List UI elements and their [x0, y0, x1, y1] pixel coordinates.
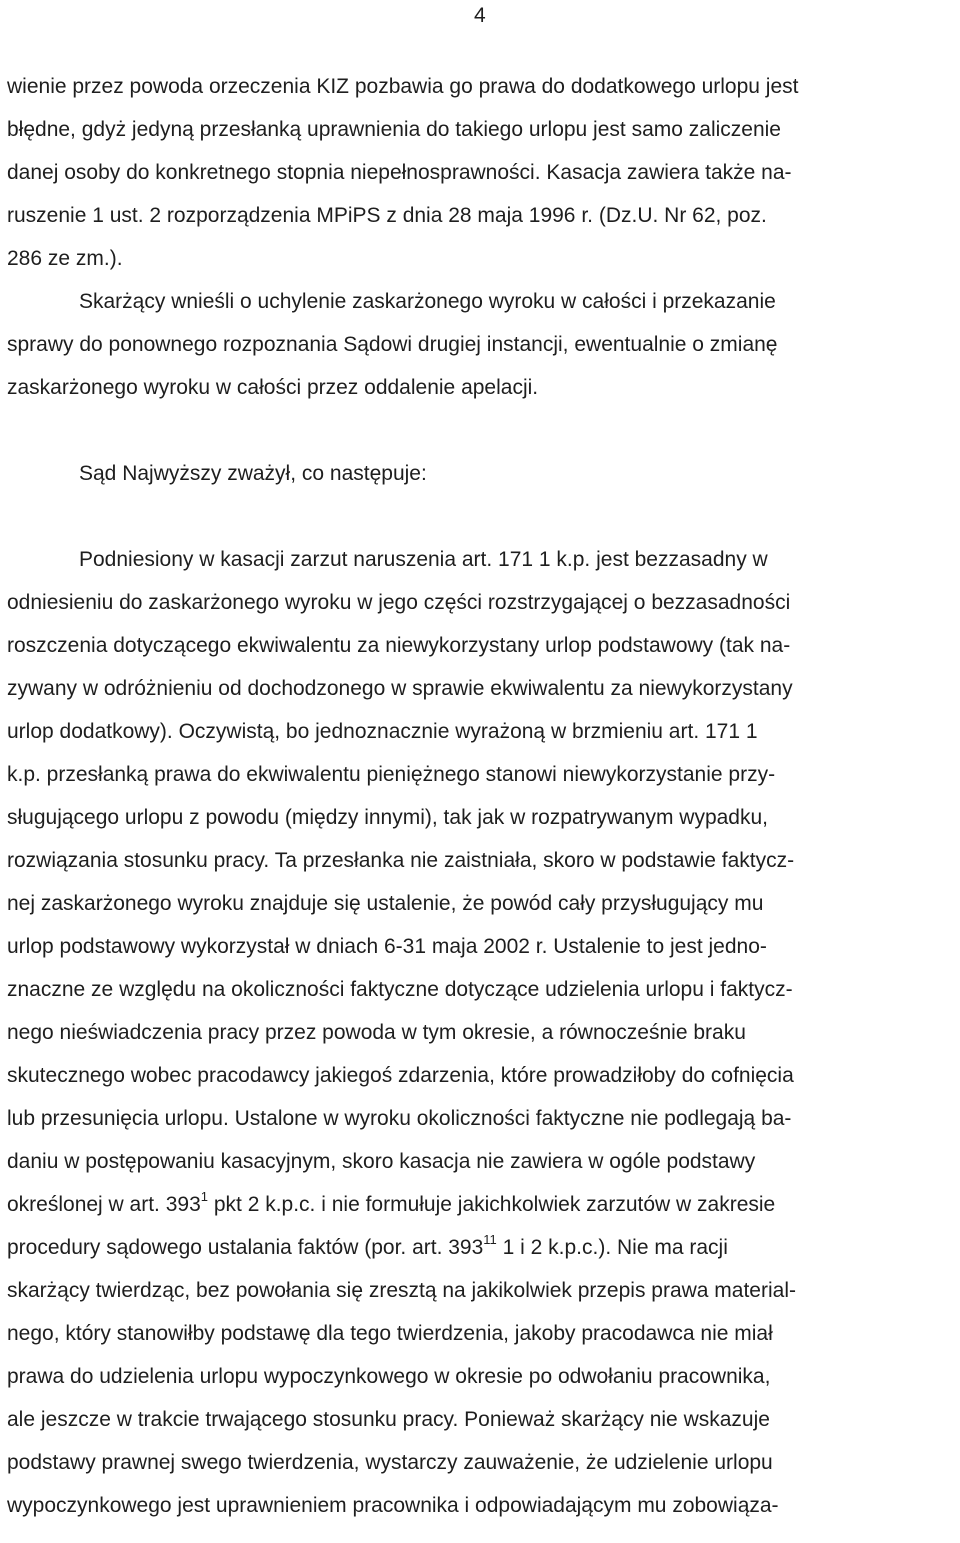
text-line: ale jeszcze w trakcie trwającego stosunku pracy. Ponieważ skarżący nie wskazuje [7, 1408, 770, 1431]
text-line: 286 ze zm.). [7, 247, 123, 270]
text-line: urlop dodatkowy). Oczywistą, bo jednoznacznie wyrażoną w brzmieniu art. 171 1 [7, 720, 758, 743]
text-line: odniesieniu do zaskarżonego wyroku w jego części rozstrzygającej o bezzasadności [7, 591, 791, 614]
text-line: urlop podstawowy wykorzystał w dniach 6-31 maja 2002 r. Ustalenie to jest jedno- [7, 935, 767, 958]
text-line: nego nieświadczenia pracy przez powoda w tym okresie, a równocześnie braku [7, 1021, 746, 1044]
text-line: podstawy prawnej swego twierdzenia, wystarczy zauważenie, że udzielenie urlopu [7, 1451, 773, 1474]
text-line: nego, który stanowiłby podstawę dla tego twierdzenia, jakoby pracodawca nie miał [7, 1322, 773, 1345]
text-line: danej osoby do konkretnego stopnia niepełnosprawności. Kasacja zawiera także na- [7, 161, 792, 184]
text-line: sprawy do ponownego rozpoznania Sądowi drugiej instancji, ewentualnie o zmianę [7, 333, 778, 356]
text-line: skutecznego wobec pracodawcy jakiegoś zdarzenia, które prowadziłoby do cofnięcia [7, 1064, 794, 1087]
text-line: Skarżący wnieśli o uchylenie zaskarżonego wyroku w całości i przekazanie [79, 290, 776, 313]
page-number: 4 [474, 4, 486, 27]
text-line: k.p. przesłanką prawa do ekwiwalentu pieniężnego stanowi niewykorzystanie przy- [7, 763, 776, 786]
text-line [7, 1190, 775, 1220]
text-line: rozwiązania stosunku pracy. Ta przesłanka nie zaistniała, skoro w podstawie faktycz- [7, 849, 795, 872]
text-line: Podniesiony w kasacji zarzut naruszenia art. 171 1 k.p. jest bezzasadny w [79, 548, 768, 571]
text-line: daniu w postępowaniu kasacyjnym, skoro kasacja nie zawiera w ogóle podstawy [7, 1150, 756, 1173]
text-line: lub przesunięcia urlopu. Ustalone w wyroku okoliczności faktyczne nie podlegają ba- [7, 1107, 792, 1130]
section-heading: Sąd Najwyższy zważył, co następuje: [79, 462, 427, 485]
text-line: nej zaskarżonego wyroku znajduje się ustalenie, że powód cały przysługujący mu [7, 892, 764, 915]
text-line [7, 1233, 728, 1263]
text-line: zaskarżonego wyroku w całości przez oddalenie apelacji. [7, 376, 539, 399]
text-line: błędne, gdyż jedyną przesłanką uprawnienia do takiego urlopu jest samo zaliczenie [7, 118, 781, 141]
text-line: sługującego urlopu z powodu (między innymi), tak jak w rozpatrywanym wypadku, [7, 806, 769, 829]
text-segment: określonej w art. 393 [7, 1193, 201, 1216]
text-line: wienie przez powoda orzeczenia KIZ pozbawia go prawa do dodatkowego urlopu jest [7, 75, 799, 98]
text-segment: 1 i 2 k.p.c.). Nie ma racji [496, 1236, 728, 1259]
superscript: 1 [200, 1189, 209, 1204]
text-line: wypoczynkowego jest uprawnieniem pracownika i odpowiadającym mu zobowiąza- [7, 1494, 779, 1517]
text-segment: pkt 2 k.p.c. i nie formułuje jakichkolwiek zarzutów w zakresie [208, 1193, 776, 1216]
text-line: roszczenia dotyczącego ekwiwalentu za niewykorzystany urlop podstawowy (tak na- [7, 634, 791, 657]
text-line: ruszenie 1 ust. 2 rozporządzenia MPiPS z dnia 28 maja 1996 r. (Dz.U. Nr 62, poz. [7, 204, 767, 227]
superscript: 11 [483, 1232, 497, 1247]
text-line: skarżący twierdząc, bez powołania się zresztą na jakikolwiek przepis prawa material- [7, 1279, 796, 1302]
text-line: znaczne ze względu na okoliczności faktyczne dotyczące udzielenia urlopu i faktycz- [7, 978, 793, 1001]
text-line: prawa do udzielenia urlopu wypoczynkowego w okresie po odwołaniu pracownika, [7, 1365, 771, 1388]
text-segment: procedury sądowego ustalania faktów (por. art. 393 [7, 1236, 484, 1259]
text-line: zywany w odróżnieniu od dochodzonego w sprawie ekwiwalentu za niewykorzystany [7, 677, 793, 700]
